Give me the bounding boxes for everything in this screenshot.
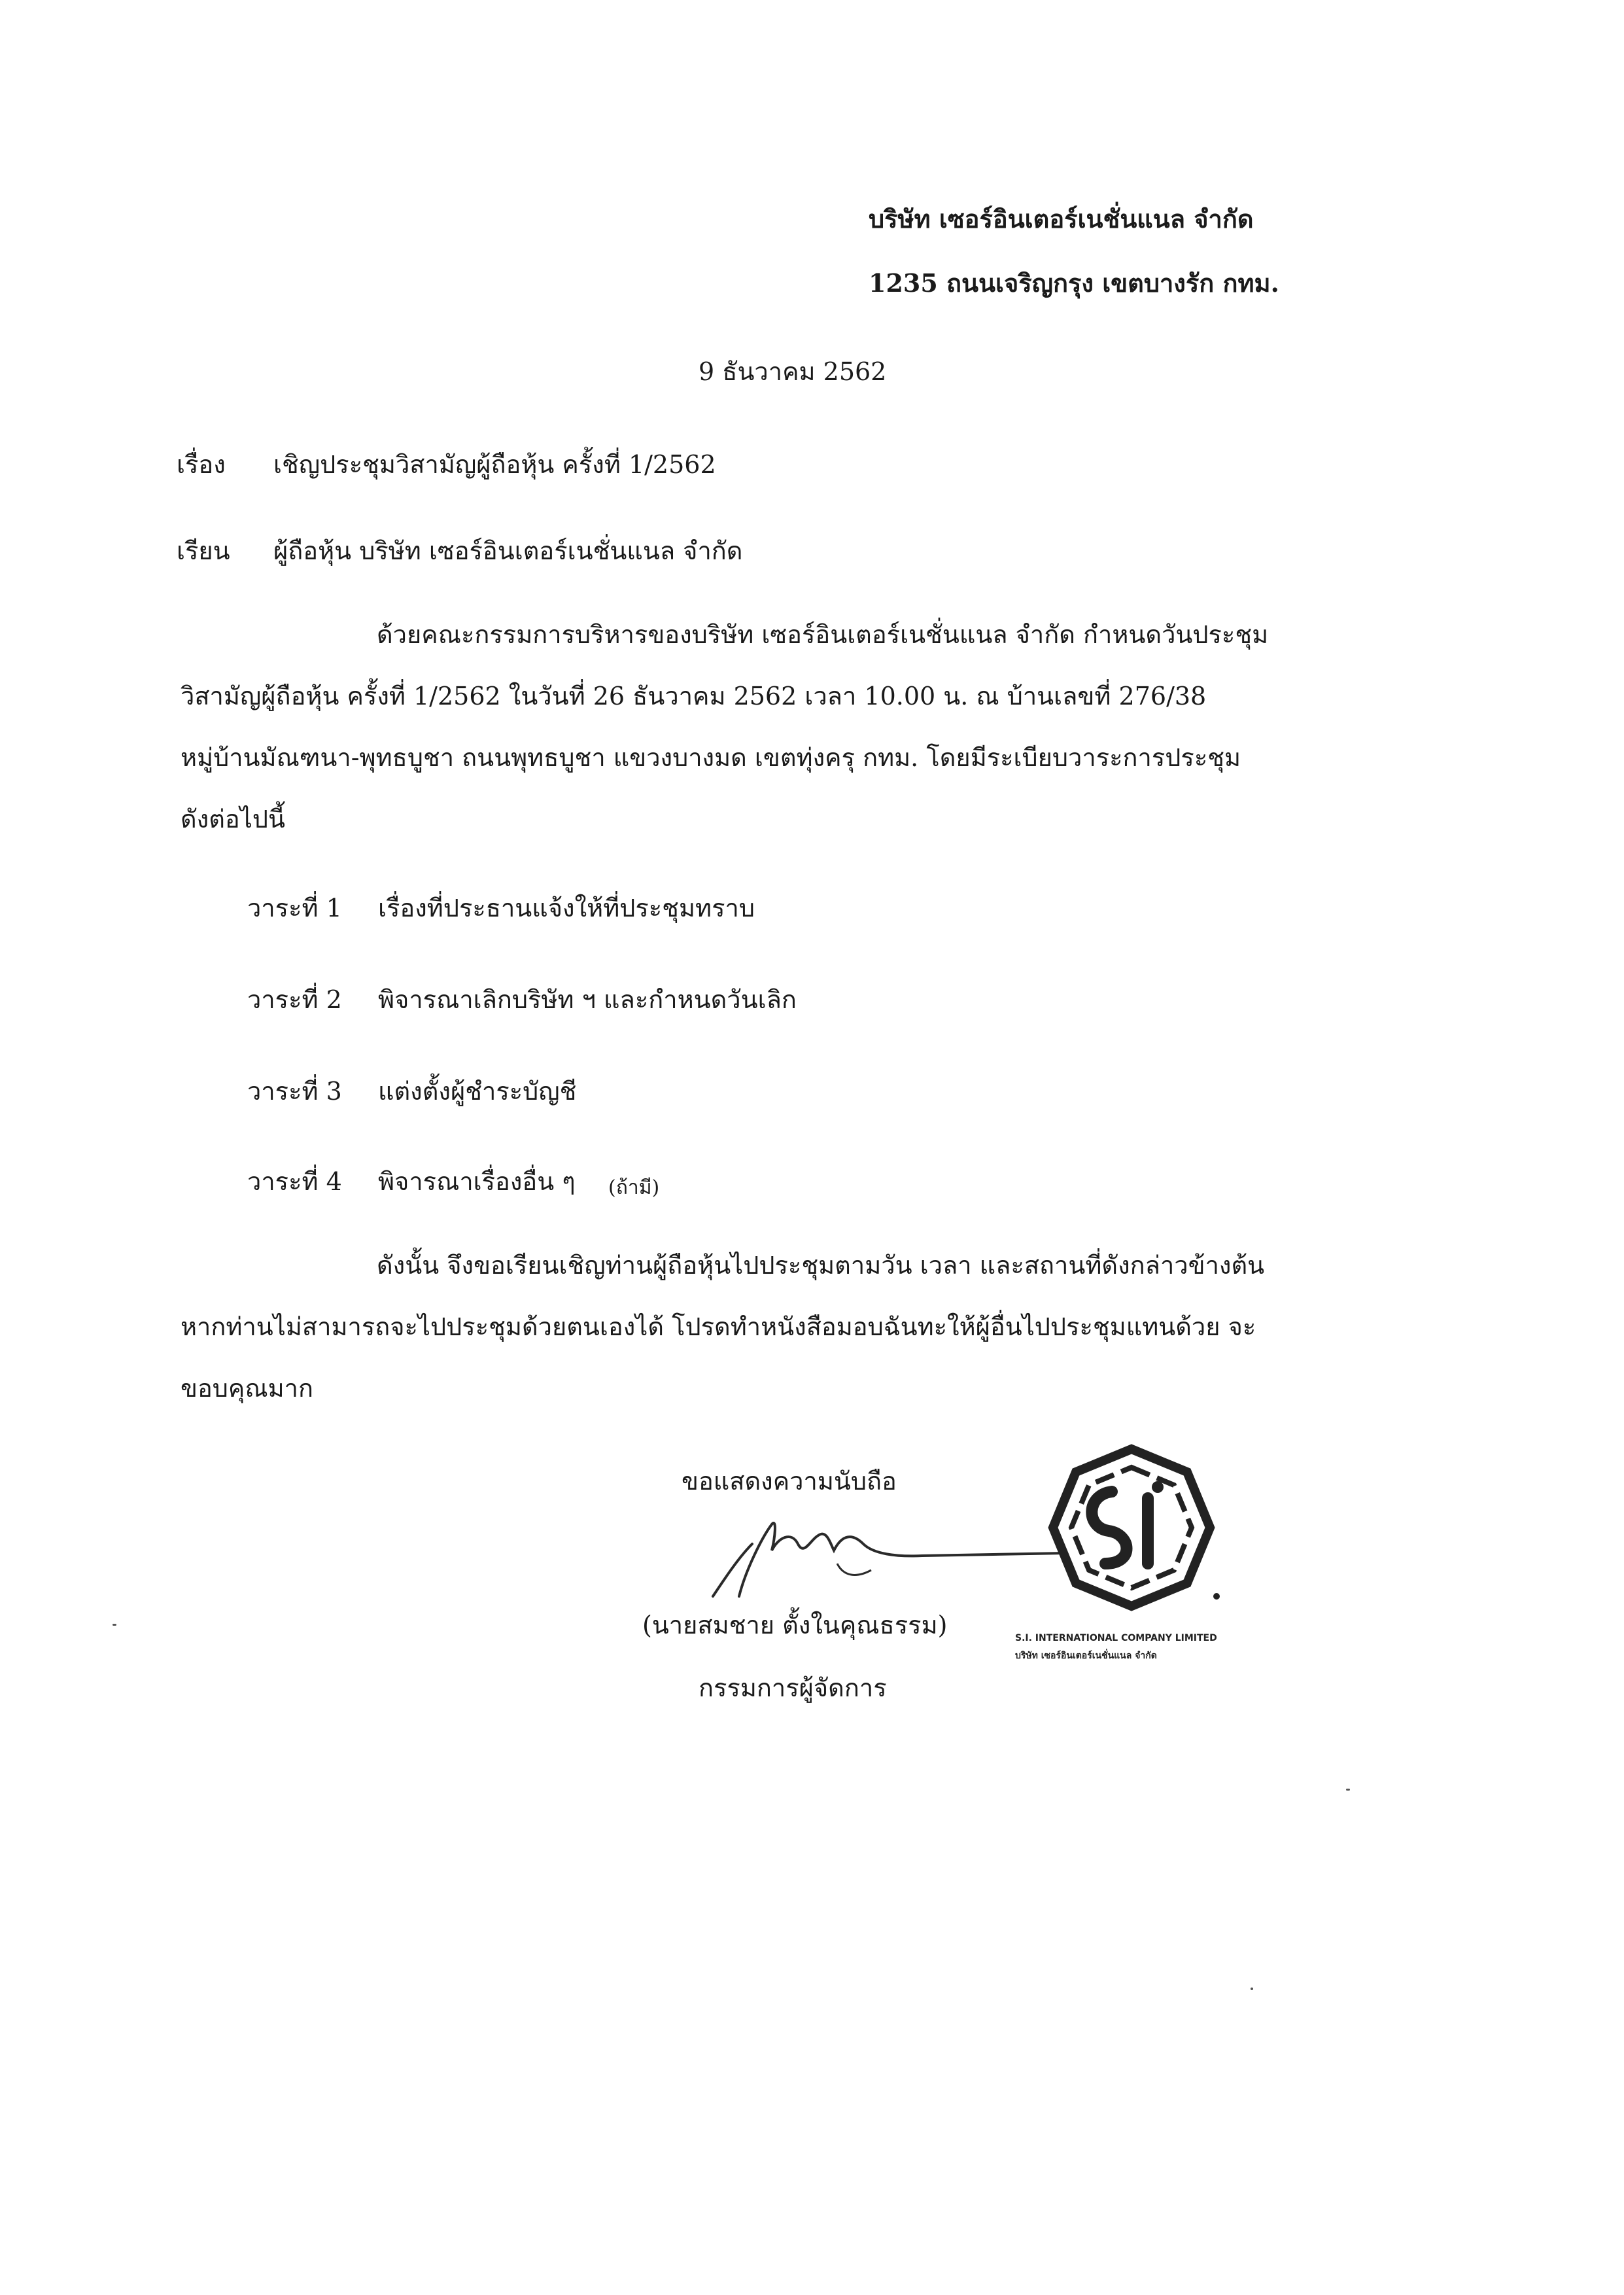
recipient-text: ผู้ถือหุ้น บริษัท เซอร์อินเตอร์เนชั่นแนล จำกัด xyxy=(273,536,743,565)
intro-line: ดังต่อไปนี้ xyxy=(181,805,285,833)
company-seal-image xyxy=(1020,1439,1256,1616)
agenda-item-text: พิจารณาเลิกบริษัท ฯ และกำหนดวันเลิก xyxy=(378,985,797,1014)
agenda-number: วาระที่ 4 xyxy=(247,1167,342,1196)
agenda-item-text: เรื่องที่ประธานแจ้งให้ที่ประชุมทราบ xyxy=(378,894,755,922)
closing-line: ดังนั้น จึงขอเรียนเชิญท่านผู้ถือหุ้นไปประชุมตามวัน เวลา และสถานที่ดังกล่าวข้างต้น xyxy=(377,1251,1265,1280)
agenda-item-text: พิจารณาเรื่องอื่น ๆ xyxy=(378,1167,576,1196)
closing-line: ขอบคุณมาก xyxy=(181,1374,313,1403)
scan-speck xyxy=(112,1624,116,1626)
closing-line: หากท่านไม่สามารถจะไปประชุมด้วยตนเองได้ โปรดทำหนังสือมอบฉันทะให้ผู้อื่นไปประชุมแทนด้วย จะ xyxy=(181,1312,1256,1341)
agenda-item-text: แต่งตั้งผู้ชำระบัญชี xyxy=(378,1077,577,1106)
agenda-number: วาระที่ 2 xyxy=(247,985,342,1014)
signatory-title: กรรมการผู้จัดการ xyxy=(699,1673,887,1702)
signatory-name: (นายสมชาย ตั้งในคุณธรรม) xyxy=(642,1611,948,1639)
agenda-number: วาระที่ 3 xyxy=(247,1077,342,1106)
recipient-label: เรียน xyxy=(177,536,230,565)
company-address: 1235 ถนนเจริญกรุง เขตบางรัก กทม. xyxy=(869,268,1279,298)
subject-text: เชิญประชุมวิสามัญผู้ถือหุ้น ครั้งที่ 1/2562 xyxy=(273,450,716,479)
closing-salutation: ขอแสดงความนับถือ xyxy=(682,1467,897,1496)
seal-caption-english: S.I. INTERNATIONAL COMPANY LIMITED xyxy=(1015,1633,1217,1643)
agenda-item-note: (ถ้ามี) xyxy=(608,1176,660,1199)
scan-speck xyxy=(1346,1789,1350,1791)
signature-image xyxy=(700,1498,1066,1616)
scan-speck xyxy=(1251,1988,1253,1990)
letter-date: 9 ธันวาคม 2562 xyxy=(699,357,887,386)
subject-label: เรื่อง xyxy=(177,450,226,479)
seal-caption-thai: บริษัท เซอร์อินเตอร์เนชั่นแนล จำกัด xyxy=(1015,1651,1157,1661)
agenda-number: วาระที่ 1 xyxy=(247,894,342,922)
intro-line: วิสามัญผู้ถือหุ้น ครั้งที่ 1/2562 ในวันที่ 26 ธันวาคม 2562 เวลา 10.00 น. ณ บ้านเลขที่ 276/38 xyxy=(181,682,1207,710)
intro-line: หมู่บ้านมัณฑนา-พุทธบูชา ถนนพุทธบูชา แขวงบางมด เขตทุ่งครุ กทม. โดยมีระเบียบวาระการประชุม xyxy=(181,743,1241,772)
intro-line: ด้วยคณะกรรมการบริหารของบริษัท เซอร์อินเตอร์เนชั่นแนล จำกัด กำหนดวันประชุม xyxy=(377,620,1269,649)
company-name: บริษัท เซอร์อินเตอร์เนชั่นแนล จำกัด xyxy=(869,204,1254,234)
